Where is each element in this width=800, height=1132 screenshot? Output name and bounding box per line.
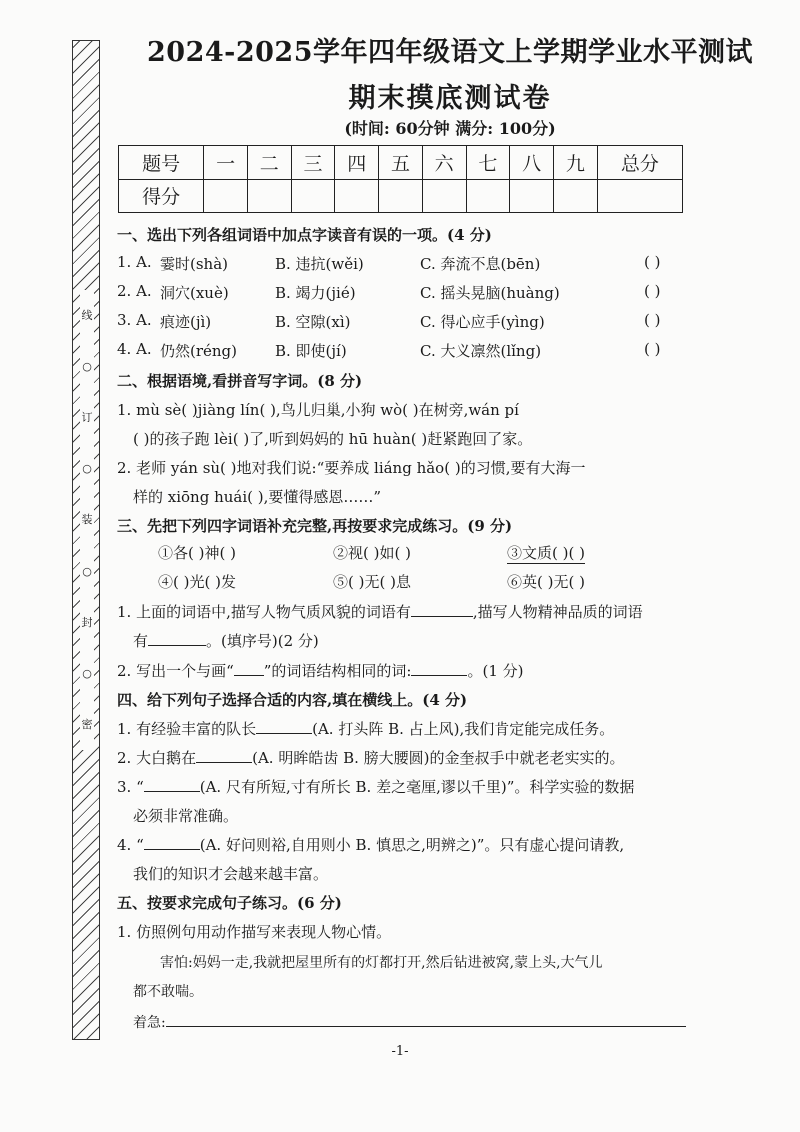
answer-blank[interactable] [411,660,467,676]
sec4-s1 [117,718,614,739]
sec2-line[interactable]: ( )的孩子跑 lèi( )了,听到妈妈的 hū huàn( )赶紧跑回了家。 [133,430,533,448]
idiom-1[interactable]: ①各( )神( ) [158,544,236,562]
score-cell: 六 [422,146,466,180]
sec5-answer-line [133,1012,686,1032]
sec4-s3-cont: 必须非常准确。 [133,807,239,825]
sec4-text: 2. 大白鹅在 [117,749,197,767]
q4-num: 4. A. [117,340,152,358]
sec3-q1-text: ,描写人物精神品质的词语 [472,603,643,621]
sec5-prompt: 着急: [133,1015,166,1031]
score-input-cell[interactable] [510,179,554,213]
score-input-cell[interactable] [466,179,510,213]
exam-subtitle-title: 期末摸底测试卷 [348,83,552,114]
answer-blank[interactable] [148,630,206,646]
answer-blank[interactable] [411,601,473,617]
score-input-cell[interactable] [247,179,291,213]
q3-option-b: B. 空隙(xì) [275,313,351,331]
answer-blank[interactable] [196,747,252,763]
score-input-cell[interactable] [597,179,682,213]
score-cell: 七 [466,146,510,180]
sec4-text: 4. “ [117,836,144,854]
score-cell: 九 [553,146,597,180]
score-table-score-row [119,179,683,213]
sec3-q2-text: 。(1 分) [467,662,524,680]
idiom-4[interactable]: ④( )光( )发 [158,573,236,591]
section-5-heading: 五、按要求完成句子练习。(6 分) [117,894,342,912]
q2-option-b: B. 竭力(jié) [275,284,356,302]
score-cell: 八 [510,146,554,180]
q4-answer-paren[interactable]: ( ) [644,340,661,358]
binding-label: ○ [82,360,92,374]
score-cell: 二 [247,146,291,180]
sec3-q2-line [117,660,524,681]
q2-num: 2. A. [117,282,152,300]
score-table-header-row [119,146,683,180]
sec4-text: 1. 有经验丰富的队长 [117,720,257,738]
section-3-heading: 三、先把下列四字词语补充完整,再按要求完成练习。(9 分) [117,517,513,535]
binding-labels [80,290,94,750]
sec3-q1-text: 1. 上面的词语中,描写人物气质风貌的词语有 [117,603,411,621]
idiom-6[interactable]: ⑥英( )无( ) [507,573,585,591]
q2-option-c: C. 摇头晃脑(huàng) [420,284,560,302]
section-4-heading: 四、给下列句子选择合适的内容,填在横线上。(4 分) [117,691,468,709]
binding-label: ○ [82,462,92,476]
sec2-line[interactable]: 2. 老师 yán sù( )地对我们说:“要养成 liáng hǎo( )的习惯,要有大海一 [117,459,586,477]
sec3-q1-text: 有 [133,632,149,650]
binding-label: ○ [82,564,92,578]
q3-answer-paren[interactable]: ( ) [644,311,661,329]
answer-blank[interactable] [144,834,200,850]
score-cell: 总分 [597,146,682,180]
score-cell: 得分 [119,179,204,213]
sec2-line[interactable]: 1. mù sè( )jiàng lín( ),鸟儿归巢,小狗 wò( )在树旁,wán pí [117,401,519,419]
score-input-cell[interactable] [379,179,423,213]
score-input-cell[interactable] [291,179,335,213]
sec4-s4 [117,834,624,855]
sec4-text: (A. 打头阵 B. 占上风),我们肯定能完成任务。 [312,720,615,738]
q1-option-b: B. 违抗(wěi) [275,255,364,273]
sec5-example: 害怕:妈妈一走,我就把屋里所有的灯都打开,然后钻进被窝,蒙上头,大气儿 [160,955,603,971]
page-number: -1- [391,1044,409,1059]
sec4-s2 [117,747,625,768]
q1-option-a: 霎时(shà) [160,255,229,273]
score-cell: 题号 [119,146,204,180]
sec3-q1-line2 [133,630,319,651]
binding-label: 封 [81,615,93,629]
binding-label: 订 [81,411,93,425]
answer-blank[interactable] [256,718,312,734]
q1-option-c: C. 奔流不息(bēn) [420,255,541,273]
q4-option-a: 仍然(réng) [160,342,238,360]
sec4-text: 3. “ [117,778,144,796]
section-2-heading: 二、根据语境,看拼音写字词。(8 分) [117,372,363,390]
exam-title: 2024-2025学年四年级语文上学期学业水平测试 [147,37,753,68]
q4-option-c: C. 大义凛然(lǐng) [420,342,542,360]
score-input-cell[interactable] [204,179,248,213]
q3-num: 3. A. [117,311,152,329]
sec5-example-cont: 都不敢喘。 [133,984,203,1000]
answer-blank[interactable] [234,660,264,676]
sec5-q1: 1. 仿照例句用动作描写来表现人物心情。 [117,923,392,941]
idiom-3[interactable]: ③文质( )( ) [507,544,585,562]
sec3-q2-text: ”的词语结构相同的词: [263,662,412,680]
binding-label: ○ [82,666,92,680]
q1-num: 1. A. [117,253,152,271]
score-table [118,145,683,213]
score-cell: 三 [291,146,335,180]
score-input-cell[interactable] [553,179,597,213]
section-1-heading: 一、选出下列各组词语中加点字读音有误的一项。(4 分) [117,226,492,244]
sec3-q2-text: 2. 写出一个与画“ [117,662,234,680]
sec2-line[interactable]: 样的 xiōng huái( ),要懂得感恩……” [133,488,382,506]
sec3-q1-line [117,601,643,622]
sec4-s4-cont: 我们的知识才会越来越丰富。 [133,865,329,883]
q2-option-a: 洞穴(xuè) [160,284,229,302]
score-input-cell[interactable] [335,179,379,213]
score-cell: 四 [335,146,379,180]
score-cell: 一 [204,146,248,180]
binding-label: 线 [81,309,93,323]
answer-blank[interactable] [166,1012,686,1027]
sec3-q1-text: 。(填序号)(2 分) [206,632,319,650]
sec4-text: (A. 好问则裕,自用则小 B. 慎思之,明辨之)”。只有虚心提问请教, [199,836,625,854]
binding-label: 装 [81,513,93,527]
q3-option-a: 痕迹(jì) [160,313,212,331]
q1-answer-paren[interactable]: ( ) [644,253,661,271]
sec4-text: (A. 尺有所短,寸有所长 B. 差之毫厘,谬以千里)”。科学实验的数据 [199,778,635,796]
score-input-cell[interactable] [422,179,466,213]
sec4-text: (A. 明眸皓齿 B. 膀大腰圆)的金奎叔手中就老老实实的。 [252,749,625,767]
exam-time-info: (时间: 60分钟 满分: 100分) [344,119,556,138]
score-cell: 五 [379,146,423,180]
answer-blank[interactable] [144,776,200,792]
q2-answer-paren[interactable]: ( ) [644,282,661,300]
idiom-2[interactable]: ②视( )如( ) [333,544,411,562]
sec4-s3 [117,776,634,797]
q4-option-b: B. 即使(jí) [275,342,347,360]
idiom-5[interactable]: ⑤( )无( )息 [333,573,411,591]
binding-label: 密 [81,717,93,731]
q3-option-c: C. 得心应手(yìng) [420,313,545,331]
